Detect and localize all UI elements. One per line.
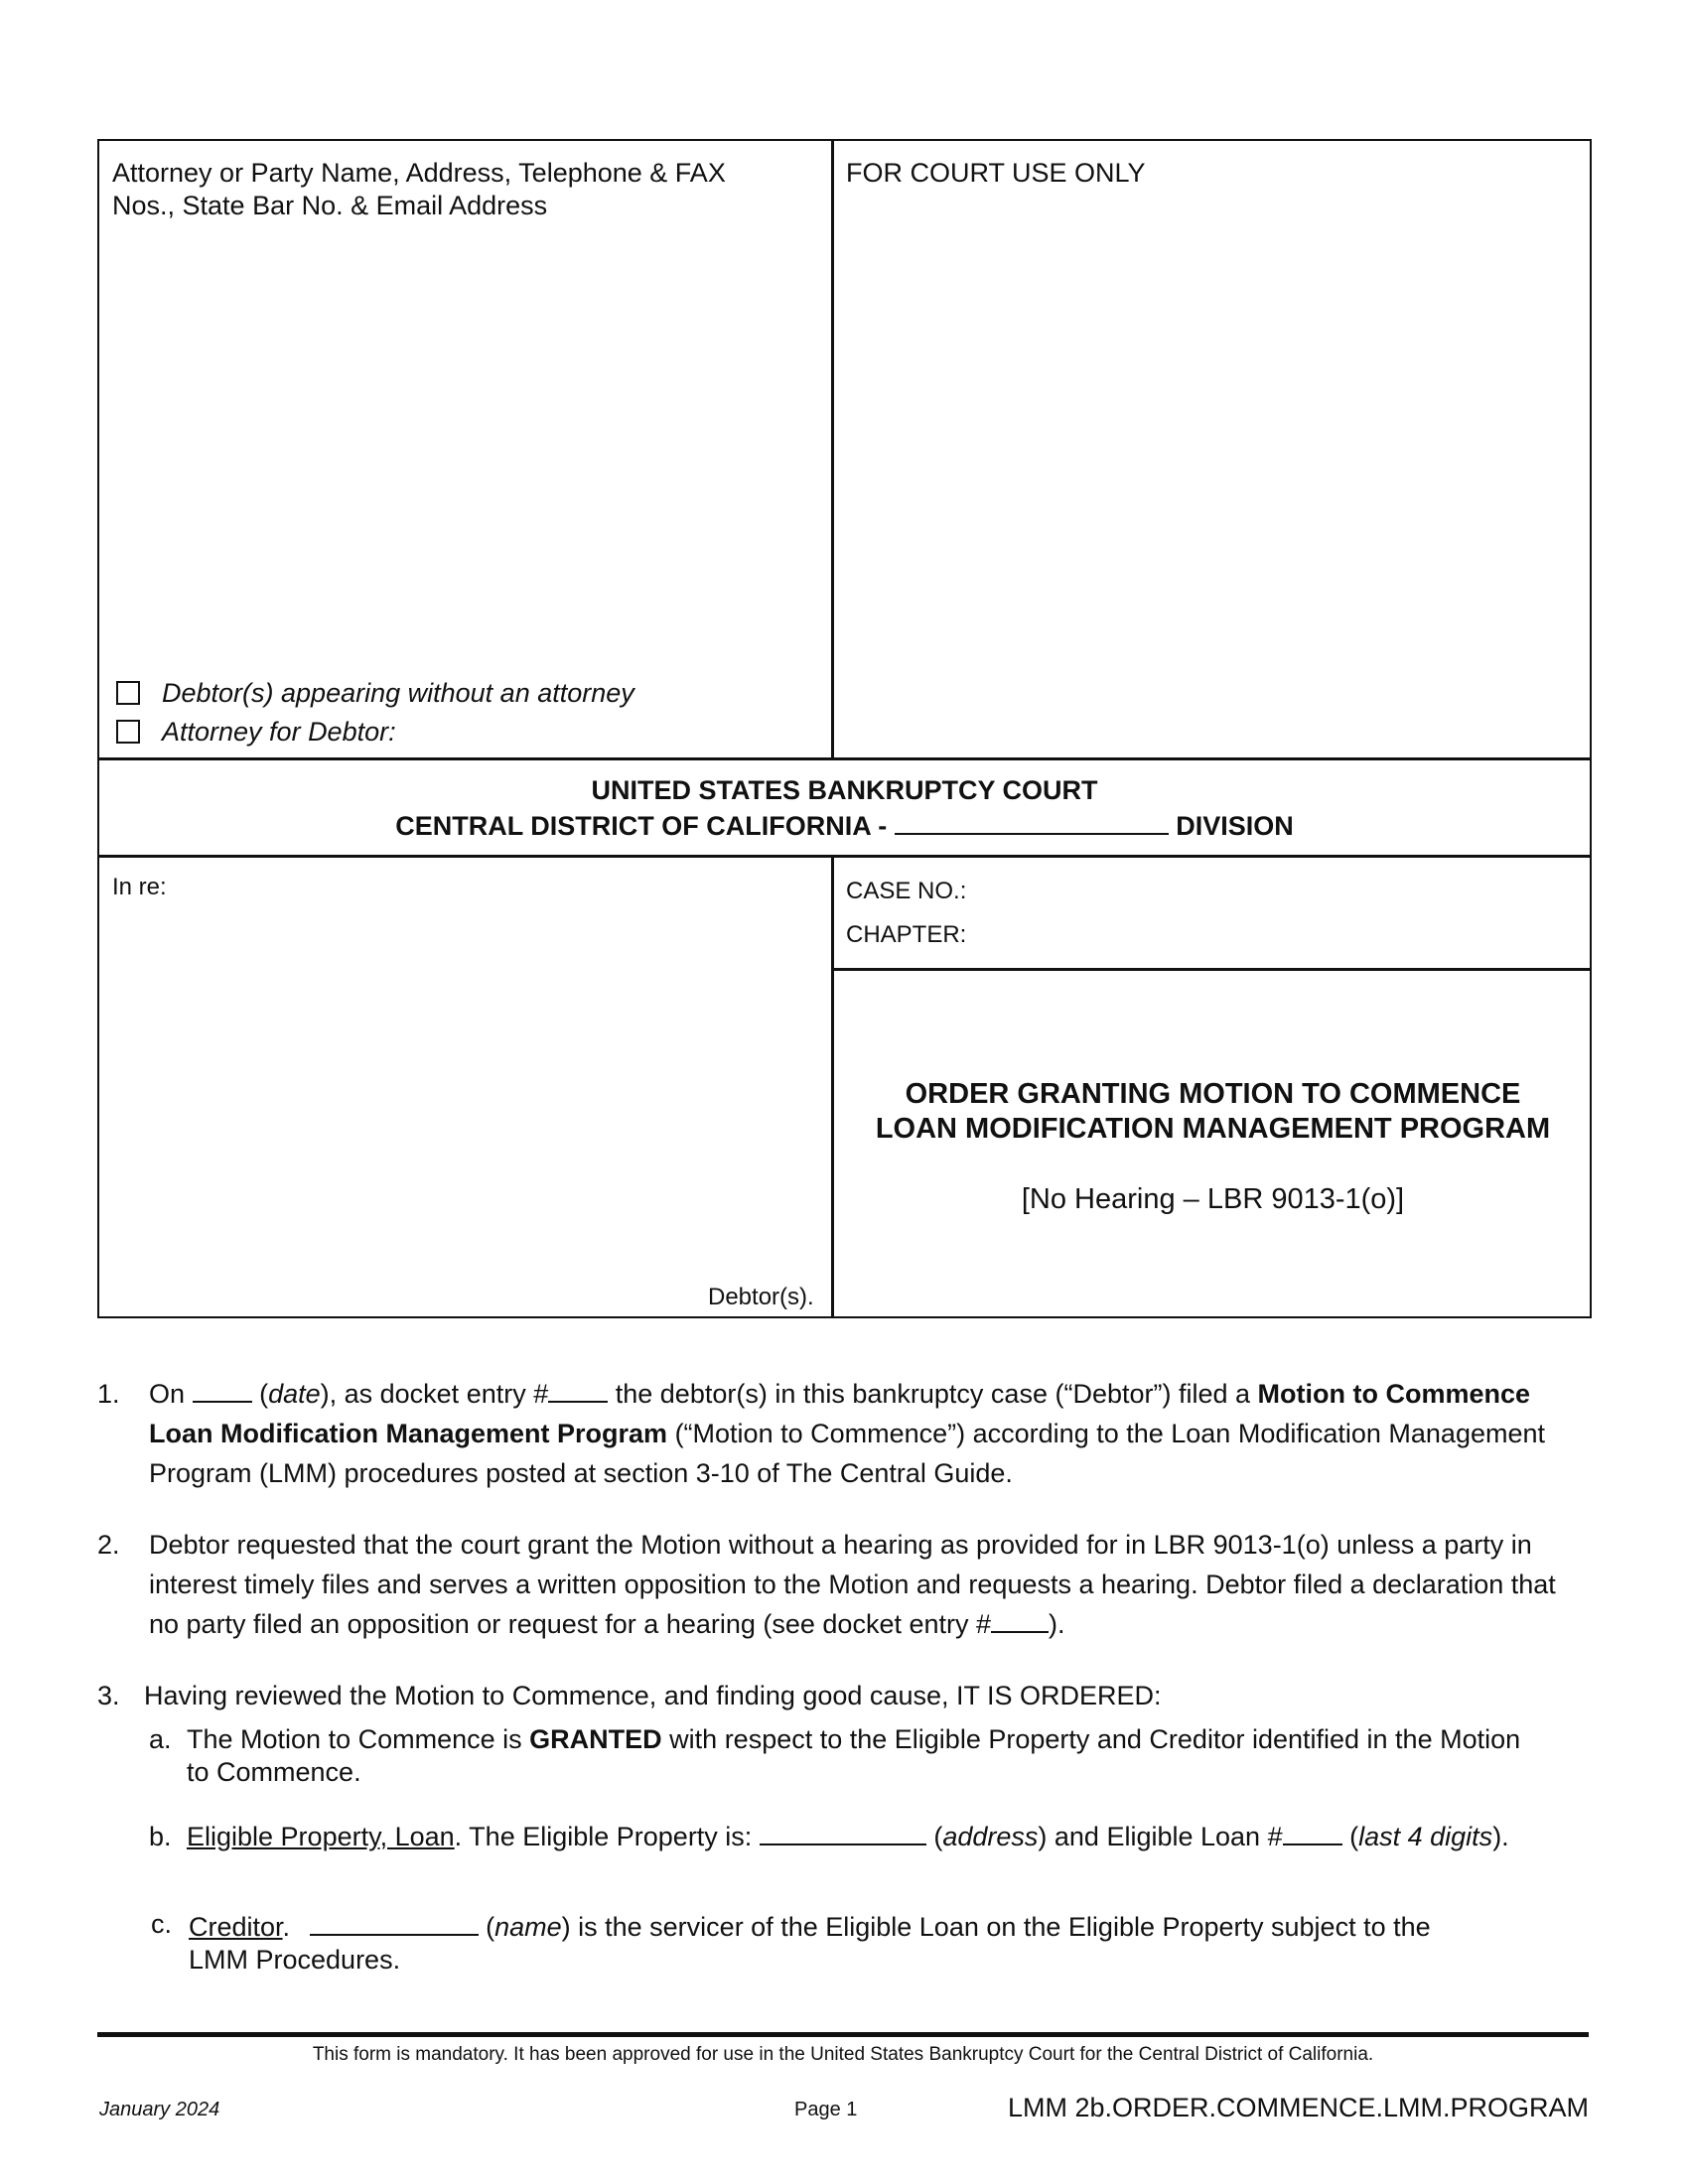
paragraph-1-number: 1. xyxy=(97,1379,120,1409)
paragraph-1 xyxy=(149,1374,1599,1493)
p1-docket-blank[interactable] xyxy=(548,1375,608,1403)
p1-date-hint: date xyxy=(268,1379,321,1409)
title-line1: ORDER GRANTING MOTION TO COMMENCE xyxy=(905,1078,1521,1110)
case-no-label: CASE NO.: xyxy=(846,878,967,904)
p3b-last4-hint: last 4 digits xyxy=(1358,1822,1493,1851)
p3b-paren2: ( xyxy=(1349,1822,1359,1851)
p3c-name-hint: name xyxy=(494,1912,562,1942)
paragraph-2-number: 2. xyxy=(97,1530,120,1560)
footer-page: Page 1 xyxy=(794,2099,858,2120)
court-name-line1: UNITED STATES BANKRUPTCY COURT xyxy=(591,775,1098,805)
p3b-text3: ). xyxy=(1492,1822,1509,1851)
p3c-heading: Creditor xyxy=(189,1912,283,1942)
document-title xyxy=(834,1077,1592,1147)
p1-bold1: Motion to Commence xyxy=(1257,1379,1531,1409)
paragraph-3a-line2: to Commence. xyxy=(187,1757,361,1787)
p3c-paren: ( xyxy=(486,1912,495,1942)
paragraph-3b-label: b. xyxy=(149,1822,172,1851)
attorney-label-line2: Nos., State Bar No. & Email Address xyxy=(112,191,548,220)
p3b-address-blank[interactable] xyxy=(760,1818,926,1845)
p1-docket: ), as docket entry # xyxy=(320,1379,549,1409)
p1-on: On xyxy=(149,1379,186,1409)
attorney-checkbox[interactable] xyxy=(116,720,140,744)
district-label: CENTRAL DISTRICT OF CALIFORNIA - xyxy=(395,811,888,841)
p1-paren: ( xyxy=(259,1379,269,1409)
p3c-text1: ) is the servicer of the Eligible Loan on the Eligible Property subject to the xyxy=(561,1912,1431,1942)
title-line2: LOAN MODIFICATION MANAGEMENT PROGRAM xyxy=(875,1113,1551,1145)
paragraph-3c xyxy=(189,1908,1599,1977)
paragraph-3b xyxy=(187,1817,1597,1856)
document-subtitle: [No Hearing – LBR 9013-1(o)] xyxy=(1021,1183,1405,1215)
p2-line3-suffix: ). xyxy=(1049,1609,1065,1639)
paragraph-3c-label: c. xyxy=(151,1909,173,1939)
attorney-for-debtor-label: Attorney for Debtor: xyxy=(162,717,396,747)
paragraph-3a xyxy=(187,1723,1597,1789)
p3b-text2: ) and Eligible Loan # xyxy=(1038,1822,1283,1851)
paragraph-3a-label: a. xyxy=(149,1724,172,1754)
division-label: DIVISION xyxy=(1176,811,1294,841)
debtors-label: Debtor(s). xyxy=(708,1284,814,1310)
paragraph-1-line1 xyxy=(149,1374,1599,1414)
p3b-loan-blank[interactable] xyxy=(1283,1818,1342,1845)
caption-rule-inre xyxy=(97,855,1592,858)
p3c-name-blank[interactable] xyxy=(310,1908,479,1936)
pro-se-label: Debtor(s) appearing without an attorney xyxy=(162,678,634,708)
paragraph-2-line3 xyxy=(149,1604,1599,1644)
p1-bold2: Loan Modification Management Program xyxy=(149,1419,668,1448)
caption-rule-title xyxy=(831,968,1592,971)
p3a-text1: The Motion to Commence is xyxy=(187,1724,522,1754)
footer-date: January 2024 xyxy=(99,2099,220,2120)
p3b-address-hint: address xyxy=(942,1822,1039,1851)
paragraph-3-intro: Having reviewed the Motion to Commence, and finding good cause, IT IS ORDERED: xyxy=(144,1681,1162,1710)
footer-rule xyxy=(97,2032,1589,2037)
paragraph-2-line1: Debtor requested that the court grant the Motion without a hearing as provided for in LBR 9013-1(o) unless a party in xyxy=(149,1530,1532,1560)
court-use-label: FOR COURT USE ONLY xyxy=(846,158,1146,188)
attorney-label-line1: Attorney or Party Name, Address, Telephone & FAX xyxy=(112,158,726,188)
p1-date-blank[interactable] xyxy=(193,1375,252,1403)
paragraph-3c-line2: LMM Procedures. xyxy=(189,1945,401,1975)
p3a-text2: with respect to the Eligible Property and Creditor identified in the Motion xyxy=(669,1724,1521,1754)
in-re-label: In re: xyxy=(112,874,167,900)
paragraph-3a-line1 xyxy=(187,1723,1597,1756)
chapter-label: CHAPTER: xyxy=(846,921,967,948)
caption-rule-court xyxy=(97,757,1592,760)
paragraph-2 xyxy=(149,1525,1599,1644)
footer-notice: This form is mandatory. It has been approved for use in the United States Bankruptcy Court for the Central District of California. xyxy=(312,2044,1374,2065)
paragraph-1-line2 xyxy=(149,1414,1599,1453)
court-name xyxy=(97,774,1592,843)
paragraph-3-number: 3. xyxy=(97,1681,120,1710)
caption-divider-top xyxy=(831,139,834,759)
attorney-label xyxy=(112,157,726,222)
p3c-dot: . xyxy=(282,1912,291,1942)
division-blank[interactable] xyxy=(895,807,1169,835)
paragraph-3c-line1 xyxy=(189,1908,1599,1944)
pro-se-checkbox[interactable] xyxy=(116,681,140,705)
p2-line3-prefix: no party filed an opposition or request for a hearing (see docket entry # xyxy=(149,1609,992,1639)
p3b-paren1: ( xyxy=(933,1822,943,1851)
p3b-heading: Eligible Property, Loan xyxy=(187,1822,455,1851)
p1-text: the debtor(s) in this bankruptcy case (“Debtor”) filed a xyxy=(615,1379,1251,1409)
paragraph-1-line3: Program (LMM) procedures posted at section 3-10 of The Central Guide. xyxy=(149,1458,1013,1488)
p1-text2: (“Motion to Commence”) according to the Loan Modification Management xyxy=(674,1419,1545,1448)
p3b-text1: . The Eligible Property is: xyxy=(454,1822,753,1851)
footer-form-id: LMM 2b.ORDER.COMMENCE.LMM.PROGRAM xyxy=(1007,2093,1589,2122)
court-name-line2 xyxy=(97,807,1592,843)
paragraph-2-line2: interest timely files and serves a written opposition to the Motion and requests a hearing. Debtor filed a declaration that xyxy=(149,1570,1556,1599)
p2-docket-blank[interactable] xyxy=(991,1605,1049,1633)
p3a-granted: GRANTED xyxy=(529,1724,662,1754)
